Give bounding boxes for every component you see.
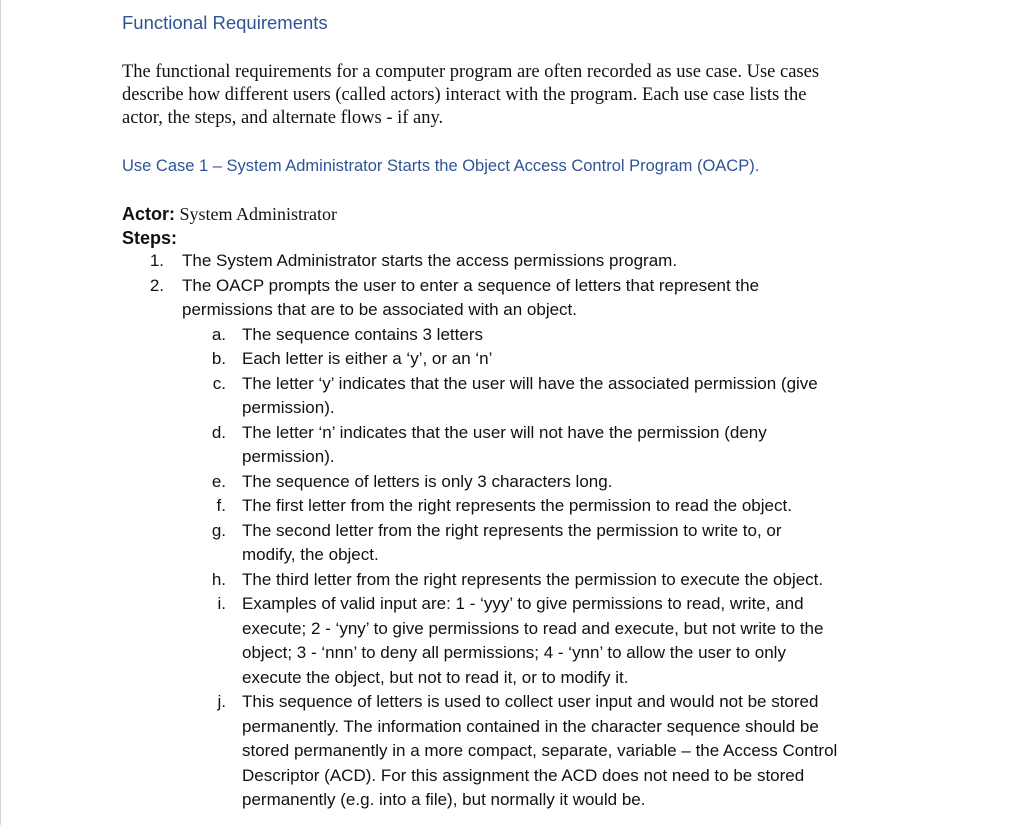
- list-item-text: [182, 249, 677, 274]
- list-item-text: [182, 274, 759, 323]
- intro-line: describe how different users (called actors) interact with the program. Each use case lists the: [122, 85, 807, 105]
- list-item-line: Examples of valid input are: 1 - ‘yyy’ to give permissions to read, write, and: [242, 594, 804, 613]
- list-item-line: permission).: [242, 447, 335, 466]
- list-marker: j.: [217, 692, 226, 711]
- intro-paragraph: [122, 61, 892, 130]
- list-marker: i.: [217, 594, 226, 613]
- list-item-line: permanently. The information contained in the character sequence should be: [242, 716, 819, 736]
- list-marker: e.: [211, 471, 226, 491]
- steps-label: Steps:: [122, 228, 178, 248]
- list-item-line: Each letter is either a ‘y’, or an ‘n’: [242, 349, 493, 368]
- list-item-line: The letter ‘y’ indicates that the user will have the associated permission (give: [242, 373, 818, 393]
- list-marker: b.: [211, 349, 226, 368]
- list-marker: h.: [211, 569, 226, 589]
- list-item-text: [242, 494, 792, 519]
- list-marker: c.: [212, 373, 226, 393]
- list-item-text: [242, 470, 612, 495]
- list-item-line: execute the object, but not to read it, or to modify it.: [242, 667, 629, 687]
- actor-label: Actor:: [122, 204, 175, 224]
- list-item-line: The System Administrator starts the access permissions program.: [182, 251, 678, 270]
- list-marker: d.: [211, 422, 226, 442]
- list-item-line: permission).: [242, 398, 335, 417]
- section-heading: Functional Requirements: [122, 12, 328, 33]
- list-item-text: [242, 323, 483, 348]
- intro-line: The functional requirements for a computer program are often recorded as use case. Use cases: [122, 62, 820, 82]
- list-item-line: This sequence of letters is used to collect user input and would not be stored: [242, 692, 819, 711]
- list-item-line: permanently (e.g. into a file), but normally it would be.: [242, 790, 646, 809]
- list-marker: a.: [211, 324, 226, 344]
- list-item-line: Descriptor (ACD). For this assignment the ACD does not need to be stored: [242, 765, 805, 785]
- list-marker: 2.: [149, 275, 164, 295]
- list-item-line: The third letter from the right represents the permission to execute the object.: [242, 569, 824, 589]
- list-marker: 1.: [149, 251, 164, 270]
- use-case-title: Use Case 1 – System Administrator Starts the Object Access Control Program (OACP).: [122, 157, 760, 175]
- list-item-line: object; 3 - ‘nnn’ to deny all permissions; 4 - ‘ynn’ to allow the user to only: [242, 643, 786, 662]
- list-item-line: stored permanently in a more compact, separate, variable – the Access Control: [242, 741, 838, 760]
- list-item-text: [242, 592, 823, 690]
- list-item-line: modify, the object.: [242, 545, 379, 564]
- list-item-text: [242, 568, 823, 593]
- page-left-border: [0, 0, 1, 825]
- list-item-line: execute; 2 - ‘yny’ to give permissions to read and execute, but not write to the: [242, 618, 824, 638]
- list-item-line: The sequence contains 3 letters: [242, 324, 483, 344]
- list-item-text: [242, 421, 767, 470]
- list-marker: g.: [211, 520, 226, 540]
- list-item-text: [242, 347, 492, 372]
- list-item-line: The OACP prompts the user to enter a sequence of letters that represent the: [182, 275, 760, 295]
- list-item-text: [242, 690, 837, 813]
- list-item-line: The letter ‘n’ indicates that the user will not have the permission (deny: [242, 422, 767, 442]
- list-item-text: [242, 519, 782, 568]
- actor-value: System Administrator: [179, 204, 337, 224]
- list-item-text: [242, 372, 818, 421]
- list-item-line: The first letter from the right represents the permission to read the object.: [242, 496, 792, 515]
- intro-line: actor, the steps, and alternate flows - if any.: [122, 108, 444, 128]
- actor-line: [122, 204, 337, 225]
- list-item-line: The second letter from the right represents the permission to write to, or: [242, 520, 782, 540]
- list-item-line: The sequence of letters is only 3 characters long.: [242, 471, 613, 491]
- list-marker: f.: [216, 496, 226, 515]
- list-item-line: permissions that are to be associated with an object.: [182, 300, 577, 319]
